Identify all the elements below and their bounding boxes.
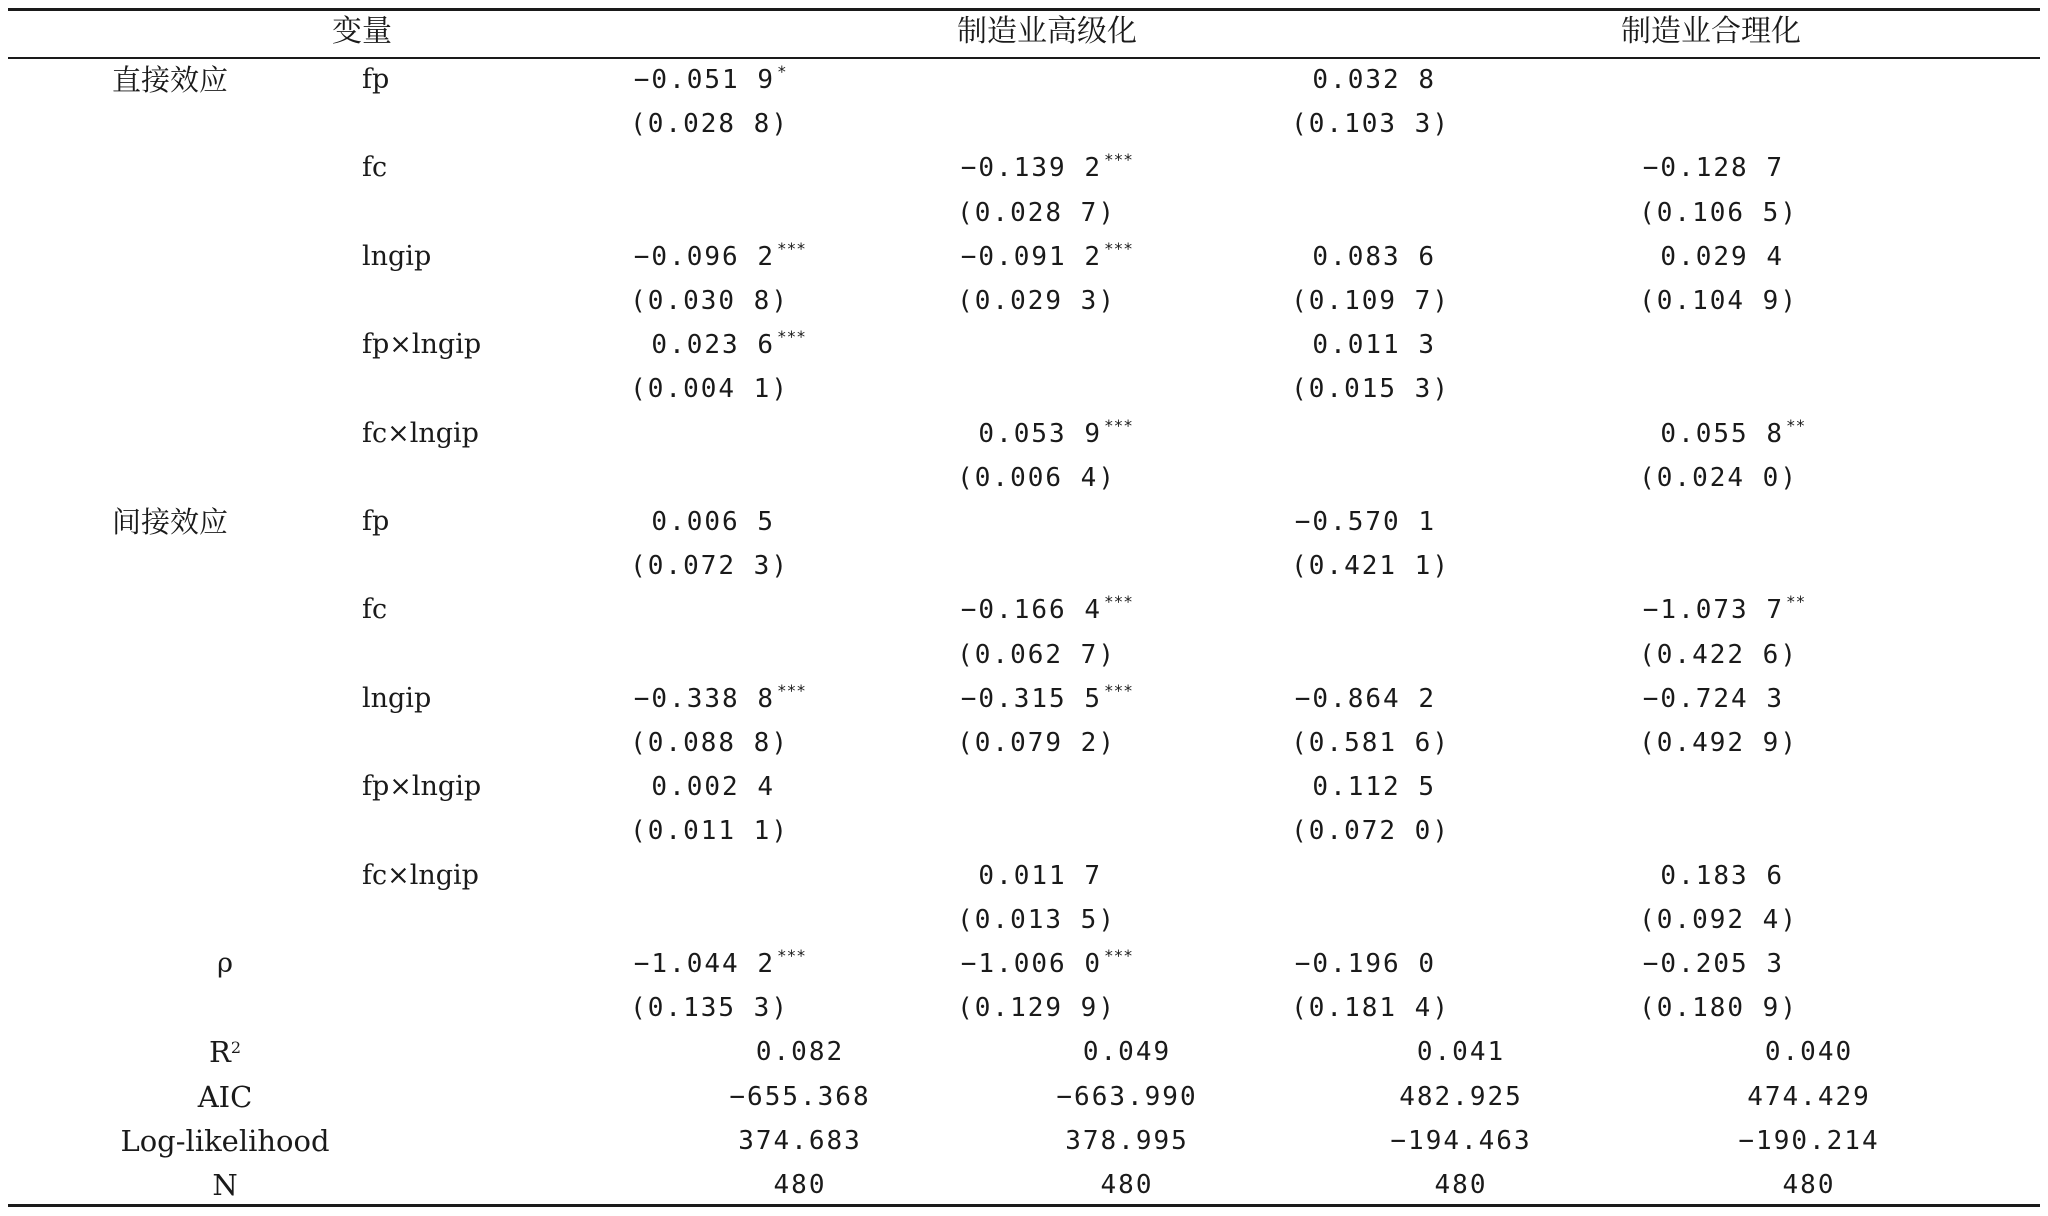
- coef-value: [1312, 771, 1436, 803]
- significance-stars: *: [777, 62, 787, 81]
- coef-value: [961, 594, 1102, 626]
- coef-number: 0.055 8: [1660, 418, 1784, 449]
- significance-stars: ***: [777, 680, 806, 700]
- coef-number: −0.338 8: [633, 683, 775, 714]
- coef-number: −0.315 5: [960, 683, 1102, 714]
- coef-value: [1643, 683, 1784, 715]
- stat-label-text: Log-likelihood: [120, 1123, 330, 1158]
- significance-stars: ***: [777, 238, 806, 258]
- coef-number: 0.006 5: [651, 507, 775, 537]
- stat-value: −190.214: [1738, 1125, 1880, 1156]
- stat-value: 474.429: [1747, 1081, 1871, 1112]
- top-rule: [8, 8, 2040, 11]
- coef-number: 0.023 6: [651, 330, 775, 361]
- coef-number: 0.029 4: [1660, 241, 1784, 272]
- stat-label: [198, 1081, 253, 1113]
- std-error: (0.135 3): [630, 993, 789, 1024]
- std-error: (0.006 4): [957, 462, 1116, 493]
- coef-value: [651, 506, 775, 538]
- variable-name: lngip: [362, 682, 432, 714]
- coef-value: [978, 860, 1102, 892]
- significance-stars: ***: [777, 327, 806, 347]
- variable-name: fp×lngip: [362, 771, 482, 803]
- std-error: (0.181 4): [1291, 993, 1450, 1024]
- variable-name: lngip: [362, 240, 432, 272]
- std-error: (0.422 6): [1639, 639, 1798, 670]
- variable-name: fc×lngip: [362, 859, 479, 891]
- coef-number: −0.128 7: [1642, 153, 1784, 184]
- coef-value: [1660, 241, 1784, 273]
- header-rule: [8, 57, 2040, 59]
- std-error: (0.129 9): [957, 993, 1116, 1024]
- header-group-rational: 制造业合理化: [1621, 14, 1801, 49]
- coef-value: [1660, 418, 1784, 450]
- coef-value: [634, 683, 775, 715]
- significance-stars: ***: [1104, 415, 1133, 435]
- stat-value: 480: [1434, 1170, 1488, 1200]
- std-error: (0.180 9): [1639, 993, 1798, 1024]
- std-error: (0.079 2): [957, 728, 1116, 758]
- coef-number: −0.570 1: [1294, 507, 1436, 537]
- variable-name: fp: [362, 64, 390, 95]
- significance-stars: ***: [1104, 680, 1133, 700]
- stat-label-text: R: [208, 1035, 231, 1070]
- coef-value: [1643, 948, 1784, 980]
- significance-stars: **: [1786, 415, 1806, 435]
- std-error: (0.092 4): [1639, 904, 1798, 935]
- coef-value: [1295, 506, 1436, 538]
- coef-value: [1295, 948, 1436, 980]
- significance-stars: **: [1786, 592, 1806, 612]
- coef-number: 0.083 6: [1312, 241, 1436, 272]
- significance-stars: ***: [777, 946, 806, 965]
- std-error: (0.072 3): [630, 551, 789, 582]
- stat-label: [212, 1169, 237, 1201]
- coef-value: [961, 152, 1102, 184]
- stat-label: [120, 1125, 329, 1157]
- coef-value: [1643, 594, 1784, 626]
- stat-value: −194.463: [1390, 1125, 1532, 1156]
- stat-value: 480: [773, 1170, 827, 1200]
- coef-value: [634, 241, 775, 273]
- coef-value: [651, 329, 775, 361]
- std-error: (0.581 6): [1291, 728, 1450, 758]
- std-error: (0.062 7): [957, 639, 1116, 670]
- coef-value: [634, 64, 775, 96]
- coef-number: −0.096 2: [633, 241, 775, 272]
- stat-label-text: AIC: [197, 1079, 253, 1114]
- std-error: (0.492 9): [1639, 728, 1798, 758]
- coef-value: [1312, 241, 1436, 273]
- coef-number: 0.011 3: [1312, 330, 1436, 361]
- stat-value: 482.925: [1399, 1081, 1523, 1112]
- section-label: 直接效应: [112, 63, 229, 97]
- variable-name: fp×lngip: [362, 329, 482, 361]
- coef-number: 0.053 9: [978, 418, 1102, 449]
- variable-name: fp: [362, 506, 390, 537]
- coef-number: −1.044 2: [633, 949, 775, 979]
- std-error: (0.030 8): [630, 286, 789, 316]
- stat-value: 480: [1100, 1170, 1154, 1200]
- coef-number: −0.139 2: [960, 153, 1102, 184]
- std-error: (0.106 5): [1639, 197, 1798, 228]
- coef-number: −0.196 0: [1294, 949, 1436, 979]
- stat-value: 0.041: [1416, 1037, 1506, 1068]
- coef-value: [651, 771, 775, 803]
- std-error: (0.109 7): [1291, 286, 1450, 316]
- coef-value: [1660, 860, 1784, 892]
- coef-number: −0.051 9: [633, 65, 775, 95]
- significance-stars: ***: [1104, 238, 1133, 258]
- header-group-advanced: 制造业高级化: [957, 14, 1137, 49]
- coef-value: [1295, 683, 1436, 715]
- significance-stars: ***: [1104, 150, 1133, 170]
- std-error: (0.072 0): [1291, 816, 1450, 847]
- coef-number: −0.724 3: [1642, 683, 1784, 714]
- coef-number: −1.006 0: [960, 949, 1102, 979]
- coef-number: 0.002 4: [651, 772, 775, 803]
- std-error: (0.011 1): [630, 816, 789, 847]
- stat-value: 0.082: [755, 1037, 845, 1068]
- coef-number: 0.112 5: [1312, 772, 1436, 803]
- coef-number: −0.166 4: [960, 595, 1102, 626]
- coef-value: [634, 948, 775, 980]
- std-error: (0.029 3): [957, 286, 1116, 316]
- std-error: (0.103 3): [1291, 109, 1450, 140]
- stat-label: [209, 1036, 241, 1068]
- std-error: (0.028 8): [630, 109, 789, 140]
- rho-label: ρ: [217, 948, 233, 979]
- coef-value: [978, 418, 1102, 450]
- variable-name: fc: [362, 594, 388, 626]
- variable-name: fc×lngip: [362, 417, 479, 449]
- coef-number: −0.864 2: [1294, 683, 1436, 714]
- variable-name: fc: [362, 152, 388, 184]
- stat-value: −663.990: [1056, 1081, 1198, 1112]
- coef-number: −1.073 7: [1642, 595, 1784, 626]
- coef-number: 0.011 7: [978, 860, 1102, 891]
- std-error: (0.421 1): [1291, 551, 1450, 582]
- stat-value: 0.040: [1764, 1037, 1854, 1068]
- stat-value: 374.683: [738, 1125, 862, 1156]
- coef-value: [961, 948, 1102, 980]
- section-label: 间接效应: [112, 505, 229, 539]
- coef-number: −0.091 2: [960, 241, 1102, 272]
- header-variable: 变量: [332, 14, 392, 49]
- stat-label-text: N: [212, 1168, 238, 1202]
- std-error: (0.004 1): [630, 374, 789, 405]
- bottom-rule: [8, 1204, 2040, 1207]
- stat-value: 480: [1782, 1170, 1836, 1200]
- std-error: (0.104 9): [1639, 286, 1798, 316]
- std-error: (0.013 5): [957, 904, 1116, 935]
- std-error: (0.015 3): [1291, 374, 1450, 405]
- coef-number: 0.032 8: [1312, 65, 1436, 95]
- std-error: (0.024 0): [1639, 462, 1798, 493]
- std-error: (0.088 8): [630, 728, 789, 758]
- stat-value: 0.049: [1082, 1037, 1172, 1068]
- coef-number: 0.183 6: [1660, 860, 1784, 891]
- coef-value: [1643, 152, 1784, 184]
- stat-value: −655.368: [729, 1081, 871, 1112]
- coef-value: [1312, 329, 1436, 361]
- coef-value: [961, 683, 1102, 715]
- coef-number: −0.205 3: [1642, 949, 1784, 979]
- significance-stars: ***: [1104, 946, 1133, 965]
- coef-value: [961, 241, 1102, 273]
- significance-stars: ***: [1104, 592, 1133, 612]
- stat-value: 378.995: [1065, 1125, 1189, 1156]
- std-error: (0.028 7): [957, 197, 1116, 228]
- stat-label-superscript: 2: [230, 1038, 242, 1058]
- coef-value: [1312, 64, 1436, 96]
